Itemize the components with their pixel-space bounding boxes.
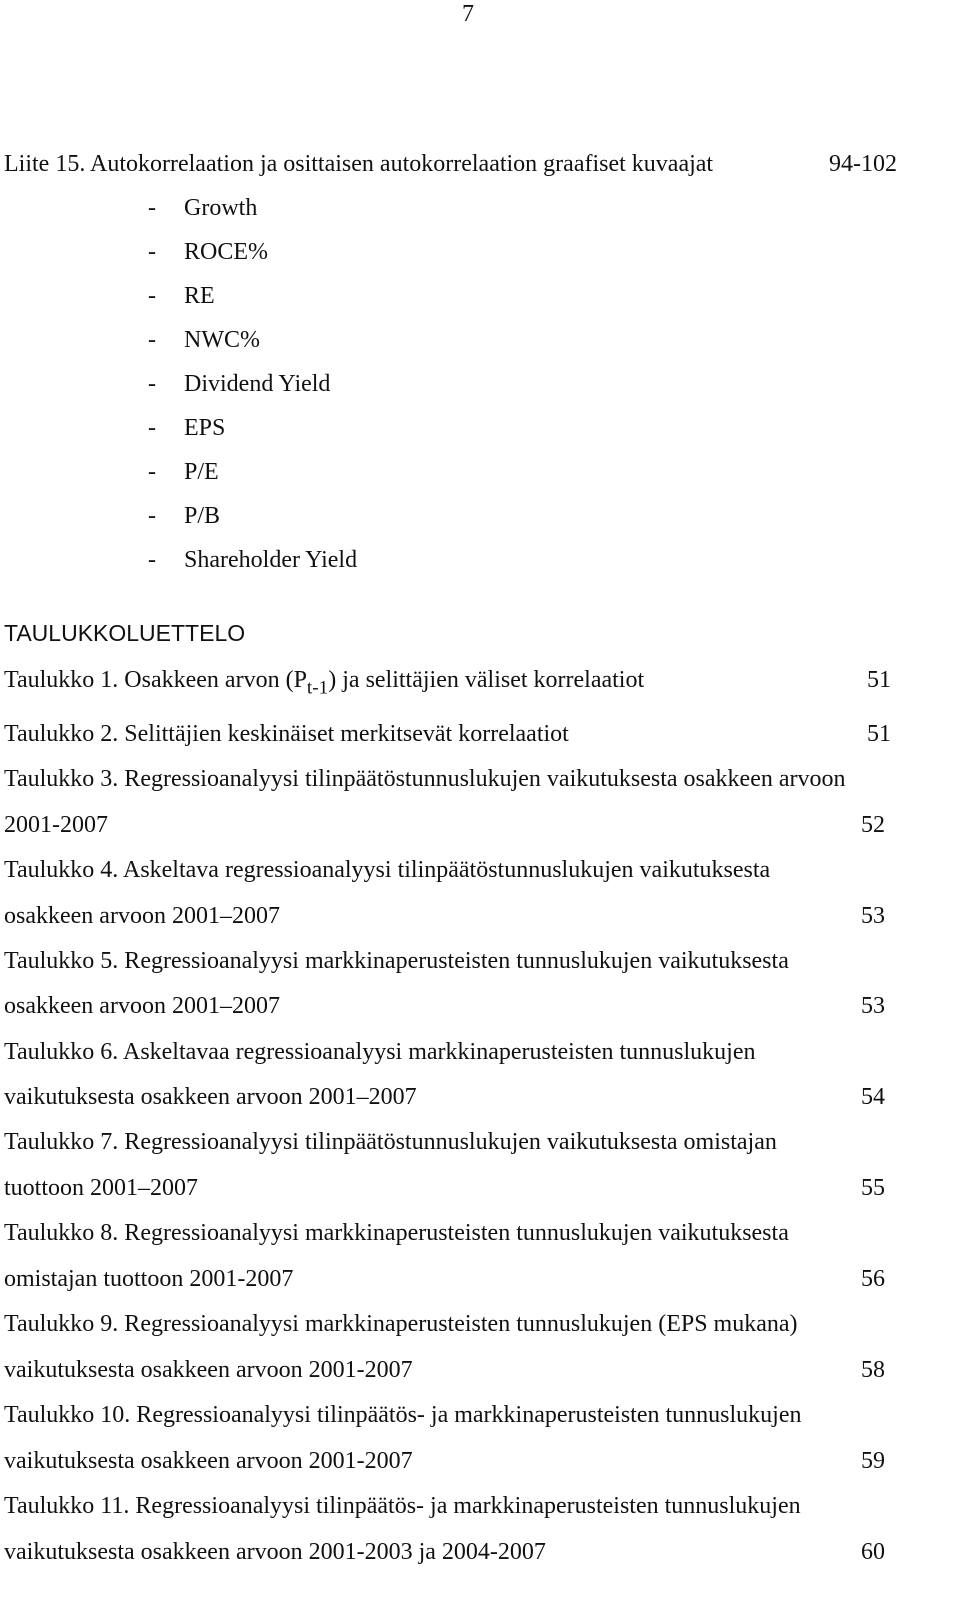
entry-text-cont: ) ja selittäjien väliset korrelaatiot: [328, 667, 645, 693]
bullet-item: - RE: [148, 283, 215, 309]
table-entry-9-cont: vaikutuksesta osakkeen arvoon 2001-2007: [4, 1357, 413, 1383]
table-entry-3-cont: 2001-2007: [4, 812, 108, 838]
entry-page-number: 55: [861, 1175, 885, 1201]
bullet-label: NWC%: [184, 327, 260, 353]
table-entry-1: [4, 667, 645, 699]
table-entry-4: Taulukko 4. Askeltava regressioanalyysi tilinpäätöstunnuslukujen vaikutuksesta: [4, 857, 771, 883]
table-entry-11: Taulukko 11. Regressioanalyysi tilinpäätös- ja markkinaperusteisten tunnuslukujen: [4, 1493, 801, 1519]
table-entry-5: Taulukko 5. Regressioanalyysi markkinaperusteisten tunnuslukujen vaikutuksesta: [4, 948, 789, 974]
entry-text: Taulukko 1. Osakkeen arvon (P: [4, 667, 307, 693]
entry-page-number: 60: [861, 1539, 885, 1565]
bullet-item: - NWC%: [148, 327, 260, 353]
table-entry-8-cont: omistajan tuottoon 2001-2007: [4, 1266, 294, 1292]
bullet-label: Shareholder Yield: [184, 547, 358, 573]
bullet-label: ROCE%: [184, 239, 268, 265]
table-entry-8: Taulukko 8. Regressioanalyysi markkinaperusteisten tunnuslukujen vaikutuksesta: [4, 1220, 789, 1246]
table-entry-5-cont: osakkeen arvoon 2001–2007: [4, 993, 280, 1019]
bullet-item: - P/E: [148, 459, 219, 485]
table-entry-9: Taulukko 9. Regressioanalyysi markkinaperusteisten tunnuslukujen (EPS mukana): [4, 1311, 798, 1337]
entry-page-number: 53: [861, 993, 885, 1019]
bullet-label: Dividend Yield: [184, 371, 331, 397]
bullet-label: P/E: [184, 459, 219, 485]
table-entry-11-cont: vaikutuksesta osakkeen arvoon 2001-2003 ja 2004-2007: [4, 1539, 546, 1565]
appendix-entry-pages: 94-102: [829, 151, 897, 177]
entry-page-number: 53: [861, 903, 885, 929]
bullet-item: - Growth: [148, 195, 258, 221]
appendix-entry-text: Liite 15. Autokorrelaation ja osittaisen autokorrelaation graafiset kuvaajat: [4, 151, 714, 177]
bullet-label: EPS: [184, 415, 226, 441]
table-entry-6: Taulukko 6. Askeltavaa regressioanalyysi markkinaperusteisten tunnuslukujen: [4, 1039, 756, 1065]
table-entry-10: Taulukko 10. Regressioanalyysi tilinpäätös- ja markkinaperusteisten tunnuslukujen: [4, 1402, 802, 1428]
entry-subscript: t-1: [306, 677, 329, 699]
bullet-item: - P/B: [148, 503, 221, 529]
table-entry-6-cont: vaikutuksesta osakkeen arvoon 2001–2007: [4, 1084, 417, 1110]
section-heading: TAULUKKOLUETTELO: [4, 620, 246, 646]
bullet-item: - Dividend Yield: [148, 371, 331, 397]
entry-page-number: 59: [861, 1448, 885, 1474]
entry-page-number: 52: [861, 812, 885, 838]
entry-page-number: 58: [861, 1357, 885, 1383]
entry-page-number: 51: [867, 721, 891, 747]
bullet-item: - EPS: [148, 415, 226, 441]
table-entry-7-cont: tuottoon 2001–2007: [4, 1175, 199, 1201]
bullet-label: RE: [184, 283, 215, 309]
page-number: 7: [462, 1, 474, 27]
entry-page-number: 51: [867, 667, 891, 693]
bullet-item: - Shareholder Yield: [148, 547, 358, 573]
bullet-label: P/B: [184, 503, 221, 529]
table-entry-10-cont: vaikutuksesta osakkeen arvoon 2001-2007: [4, 1448, 413, 1474]
table-entry-4-cont: osakkeen arvoon 2001–2007: [4, 903, 280, 929]
entry-page-number: 54: [861, 1084, 885, 1110]
bullet-item: - ROCE%: [148, 239, 268, 265]
entry-page-number: 56: [861, 1266, 885, 1292]
table-entry-2: Taulukko 2. Selittäjien keskinäiset merkitsevät korrelaatiot: [4, 721, 569, 747]
bullet-label: Growth: [184, 195, 258, 221]
table-entry-3: Taulukko 3. Regressioanalyysi tilinpäätöstunnuslukujen vaikutuksesta osakkeen arvoon: [4, 766, 846, 792]
table-entry-7: Taulukko 7. Regressioanalyysi tilinpäätöstunnuslukujen vaikutuksesta omistajan: [4, 1129, 777, 1155]
